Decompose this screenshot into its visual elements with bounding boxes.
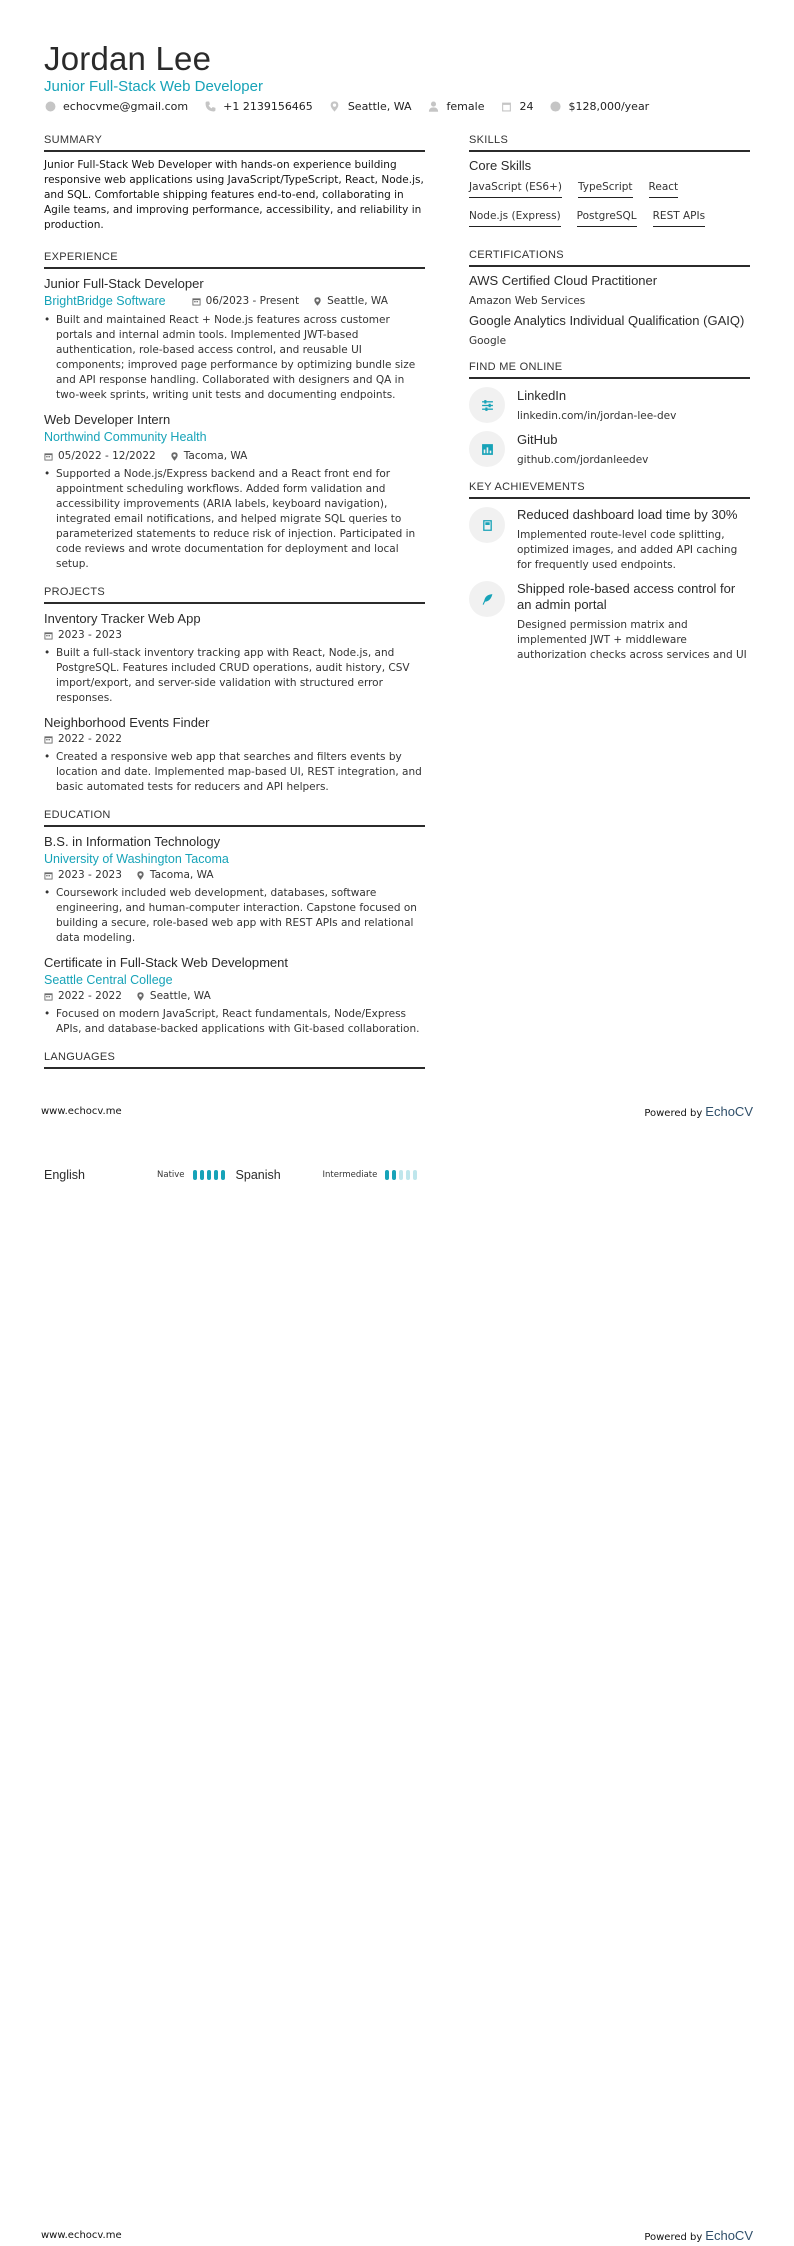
phone-icon (204, 101, 216, 113)
contact-gender: female (428, 100, 485, 113)
certifications-section (469, 249, 750, 347)
contact-phone[interactable]: +1 2139156465 (204, 100, 313, 113)
experience-section (44, 251, 425, 572)
achievement-item (469, 507, 750, 573)
skills-heading: SKILLS (469, 134, 750, 152)
project-entry (44, 610, 425, 706)
skill-tag: PostgreSQL (577, 206, 637, 227)
location-icon (313, 297, 322, 306)
experience-bullet: • Built and maintained React + Node.js features across customer portals and internal admin tools. Implemented JWT-based authentication, role-based access control, and reusable UI components; improved page performance by optimizing bundle size and API response handling. Collaborated with designers and QA in two-week sprints, writing unit tests and documenting endpoints. (44, 313, 425, 403)
contact-bar (44, 100, 665, 113)
skill-tags (469, 177, 750, 235)
achievement-title: Shipped role-based access control for an admin portal (517, 581, 736, 612)
footer-site[interactable]: www.echocv.me (41, 2230, 122, 2241)
online-url[interactable]: github.com/jordanleedev (517, 454, 649, 466)
powered-by[interactable]: Powered by EchoCV (644, 1104, 753, 1119)
achievement-item (469, 581, 750, 663)
experience-company: BrightBridge Software (44, 294, 166, 308)
online-heading: FIND ME ONLINE (469, 361, 750, 379)
experience-entry (44, 411, 425, 572)
experience-heading: EXPERIENCE (44, 251, 425, 269)
project-bullet: • Built a full-stack inventory tracking app with React, Node.js, and PostgreSQL. Features included CRUD operations, audit history, CSV import/export, and server-side validation with structured error responses. (44, 646, 425, 706)
chart-icon (469, 431, 505, 467)
language-rating (193, 1170, 228, 1180)
experience-dates: 05/2022 - 12/2022 (44, 449, 156, 464)
language-item (44, 1168, 228, 1182)
rating-dot (399, 1170, 403, 1180)
languages-heading: LANGUAGES (44, 1051, 425, 1069)
education-bullet: • Focused on modern JavaScript, React fundamentals, Node/Express APIs, and database-backed applications with Git-based collaboration. (44, 1007, 425, 1037)
location-icon (329, 101, 341, 113)
feather-icon (469, 581, 505, 617)
experience-company: Northwind Community Health (44, 430, 207, 444)
experience-title: Web Developer Intern (44, 412, 171, 427)
powered-by[interactable]: Powered by EchoCV (644, 2228, 753, 2243)
calendar-icon (500, 101, 512, 113)
language-name: English (44, 1168, 85, 1182)
languages-list (44, 1168, 425, 1182)
online-url[interactable]: linkedin.com/in/jordan-lee-dev (517, 410, 677, 422)
languages-heading-section (44, 1051, 425, 1069)
footer-site[interactable]: www.echocv.me (41, 1106, 122, 1117)
certification-issuer: Amazon Web Services (469, 295, 586, 307)
echocv-logo: EchoCV (705, 1104, 753, 1119)
education-bullet: • Coursework included web development, databases, software engineering, and human-computer interaction. Capstone focused on building a secure, role-based web app with REST APIs and relational data modeling. (44, 886, 425, 946)
education-school: Seattle Central College (44, 973, 173, 987)
language-item (236, 1168, 421, 1182)
certification-issuer: Google (469, 335, 507, 347)
sliders-icon (469, 387, 505, 423)
person-icon (428, 101, 440, 113)
project-bullet: • Created a responsive web app that searches and filters events by location and date. Implemented map-based UI, REST integration, and basic automated tests for reducers and API helpers. (44, 750, 425, 795)
footer-page-2 (41, 2228, 753, 2243)
language-rating (385, 1170, 420, 1180)
projects-section (44, 586, 425, 795)
language-name: Spanish (235, 1168, 281, 1182)
education-entry (44, 833, 425, 946)
rating-dot (413, 1170, 417, 1180)
education-heading: EDUCATION (44, 809, 425, 827)
experience-title: Junior Full-Stack Developer (44, 276, 204, 291)
achievement-title: Reduced dashboard load time by 30% (517, 507, 738, 522)
location-icon (136, 871, 145, 880)
location-icon (170, 452, 179, 461)
echocv-logo: EchoCV (705, 2228, 753, 2243)
project-entry (44, 714, 425, 795)
achievements-heading: KEY ACHIEVEMENTS (469, 481, 750, 499)
rating-dot (200, 1170, 204, 1180)
certification-name: AWS Certified Cloud Practitioner (469, 273, 658, 288)
skill-tag: TypeScript (578, 177, 633, 198)
education-location: Seattle, WA (136, 989, 211, 1004)
summary-heading: SUMMARY (44, 134, 425, 152)
skill-group-title: Core Skills (469, 158, 532, 173)
calendar-icon (44, 992, 53, 1001)
book-icon (469, 507, 505, 543)
education-section (44, 809, 425, 1037)
rating-dot (214, 1170, 218, 1180)
dollar-icon (549, 101, 561, 113)
education-dates: 2022 - 2022 (44, 989, 122, 1004)
language-level: Intermediate (322, 1170, 378, 1180)
calendar-icon (44, 631, 53, 640)
email-icon (44, 101, 56, 113)
candidate-title: Junior Full-Stack Web Developer (44, 78, 263, 95)
candidate-name: Jordan Lee (44, 40, 212, 77)
project-dates: 2023 - 2023 (44, 628, 122, 643)
contact-salary: $128,000/year (549, 100, 649, 113)
education-degree: Certificate in Full-Stack Web Development (44, 955, 288, 970)
language-level: Native (157, 1170, 185, 1180)
contact-age: 24 (500, 100, 533, 113)
rating-dot (385, 1170, 389, 1180)
project-title: Inventory Tracker Web App (44, 611, 201, 626)
contact-location: Seattle, WA (329, 100, 412, 113)
achievement-description: Implemented route-level code splitting, optimized images, and added API caching for frequently used endpoints. (517, 529, 738, 571)
calendar-icon (44, 871, 53, 880)
achievement-description: Designed permission matrix and implemented JWT + middleware authorization checks across services and UI (517, 619, 747, 661)
calendar-icon (192, 297, 201, 306)
skill-tag: React (649, 177, 679, 198)
rating-dot (207, 1170, 211, 1180)
skill-tag: JavaScript (ES6+) (469, 177, 562, 198)
calendar-icon (44, 735, 53, 744)
experience-location: Seattle, WA (313, 294, 388, 309)
projects-heading: PROJECTS (44, 586, 425, 604)
achievements-section (469, 481, 750, 663)
skills-section (469, 134, 750, 235)
project-title: Neighborhood Events Finder (44, 715, 210, 730)
certifications-heading: CERTIFICATIONS (469, 249, 750, 267)
contact-email[interactable]: echocvme@gmail.com (44, 100, 188, 113)
skill-tag: Node.js (Express) (469, 206, 561, 227)
calendar-icon (44, 452, 53, 461)
experience-dates: 06/2023 - Present (192, 294, 299, 309)
rating-dot (193, 1170, 197, 1180)
online-link-github[interactable] (469, 431, 750, 467)
summary-text: Junior Full-Stack Web Developer with hands-on experience building responsive web applications using JavaScript/TypeScript, React, Node.js, and SQL. Comfortable shipping features end-to-end, collaborating in Agile teams, and improving performance, accessibility, and reliability in production. (44, 159, 424, 231)
education-dates: 2023 - 2023 (44, 868, 122, 883)
location-icon (136, 992, 145, 1001)
experience-location: Tacoma, WA (170, 449, 248, 464)
online-link-linkedin[interactable] (469, 387, 750, 423)
online-section (469, 361, 750, 467)
experience-entry (44, 275, 425, 403)
left-column (44, 134, 425, 1083)
education-school: University of Washington Tacoma (44, 852, 229, 866)
rating-dot (221, 1170, 225, 1180)
project-dates: 2022 - 2022 (44, 732, 122, 747)
rating-dot (392, 1170, 396, 1180)
experience-bullet: • Supported a Node.js/Express backend and a React front end for appointment scheduling workflows. Added form validation and accessibility improvements (ARIA labels, keyboard navigation), integrated email notifications, and helped migrate SQL queries to parameterized statements to reduce risk of injection. Participated in code reviews and wrote documentation for deployment and local setup. (44, 467, 425, 572)
education-entry (44, 954, 425, 1037)
right-column (469, 134, 750, 677)
skill-tag: REST APIs (653, 206, 705, 227)
summary-section (44, 134, 425, 233)
education-location: Tacoma, WA (136, 868, 214, 883)
certification-name: Google Analytics Individual Qualification (GAIQ) (469, 313, 745, 328)
online-label: LinkedIn (517, 388, 567, 403)
online-label: GitHub (517, 432, 558, 447)
education-degree: B.S. in Information Technology (44, 834, 221, 849)
footer-page-1 (41, 1104, 753, 1119)
rating-dot (406, 1170, 410, 1180)
